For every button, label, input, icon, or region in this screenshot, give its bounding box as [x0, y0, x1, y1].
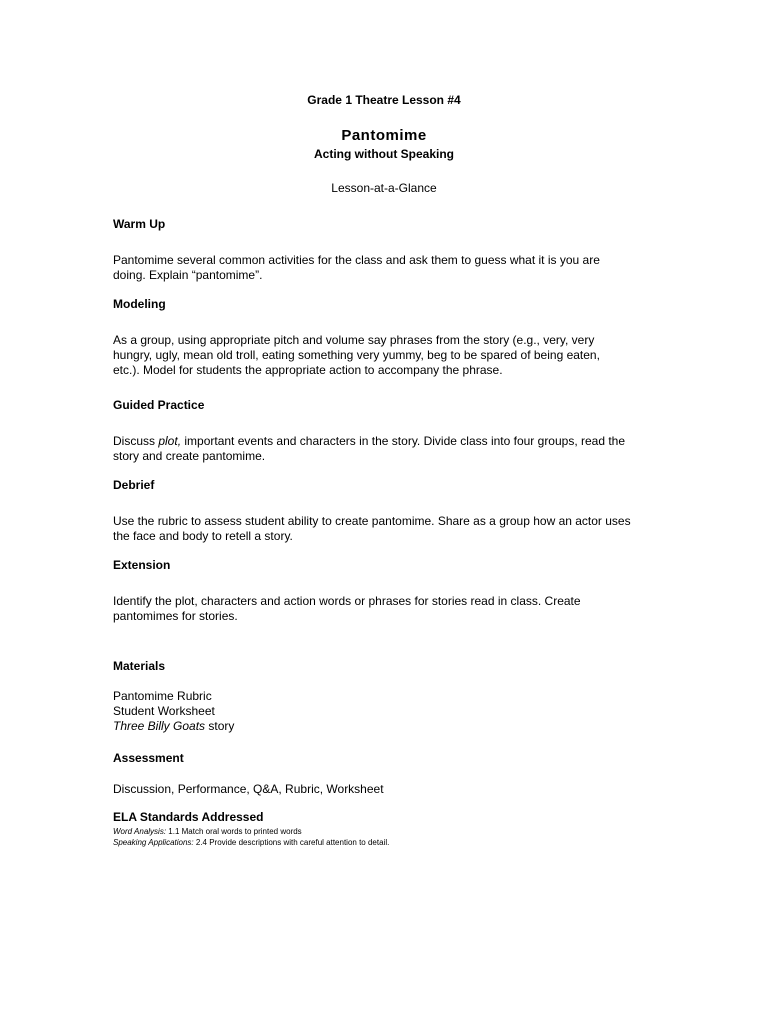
warmup-line-1: Pantomime several common activities for the class and ask them to guess what it is you are: [113, 253, 600, 267]
standard-label: Word Analysis:: [113, 827, 167, 836]
materials-heading: Materials: [113, 659, 166, 673]
debrief-line-1: Use the rubric to assess student ability to create pantomime. Share as a group how an actor uses: [113, 514, 631, 528]
guided-line-1-pre: Discuss: [113, 434, 159, 448]
main-title: Pantomime: [341, 127, 427, 144]
debrief-heading: Debrief: [113, 478, 155, 492]
extension-heading: Extension: [113, 558, 171, 572]
materials-item-rubric: Pantomime Rubric: [113, 689, 212, 703]
standard-word-analysis: [113, 827, 302, 837]
guided-line-1: [113, 434, 625, 449]
ela-heading: ELA Standards Addressed: [113, 810, 264, 824]
modeling-line-2: hungry, ugly, mean old troll, eating something very yummy, beg to be spared of being eaten,: [113, 348, 600, 362]
extension-line-1: Identify the plot, characters and action words or phrases for stories read in class. Create: [113, 594, 581, 608]
guided-line-1-post: important events and characters in the story. Divide class into four groups, read the: [181, 434, 626, 448]
glance-label: Lesson-at-a-Glance: [331, 181, 437, 195]
subtitle: Acting without Speaking: [314, 147, 454, 161]
assessment-text: Discussion, Performance, Q&A, Rubric, Worksheet: [113, 782, 384, 796]
guided-line-2: story and create pantomime.: [113, 449, 266, 463]
extension-line-2: pantomimes for stories.: [113, 609, 238, 623]
debrief-line-2: the face and body to retell a story.: [113, 529, 293, 543]
standard-speaking-applications: [113, 838, 389, 848]
guided-plot-term: plot,: [158, 434, 182, 448]
modeling-line-1: As a group, using appropriate pitch and volume say phrases from the story (e.g., very, very: [113, 333, 595, 347]
standard-text: 1.1 Match oral words to printed words: [166, 827, 302, 836]
modeling-heading: Modeling: [113, 297, 166, 311]
assessment-heading: Assessment: [113, 751, 184, 765]
modeling-line-3: etc.). Model for students the appropriate action to accompany the phrase.: [113, 363, 503, 377]
lesson-title: Grade 1 Theatre Lesson #4: [307, 93, 461, 107]
materials-item-story: [113, 719, 234, 734]
guided-heading: Guided Practice: [113, 398, 205, 412]
story-title: Three Billy Goats: [113, 719, 206, 733]
warmup-heading: Warm Up: [113, 217, 166, 231]
standard-label: Speaking Applications:: [113, 838, 194, 847]
standard-text: 2.4 Provide descriptions with careful attention to detail.: [193, 838, 390, 847]
warmup-line-2: doing. Explain “pantomime”.: [113, 268, 263, 282]
materials-item-worksheet: Student Worksheet: [113, 704, 215, 718]
story-suffix: story: [205, 719, 235, 733]
